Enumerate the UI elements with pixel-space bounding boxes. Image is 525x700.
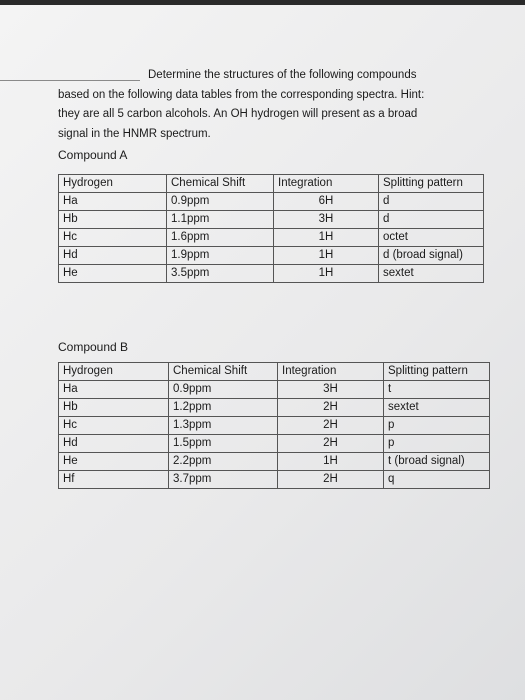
hydrogen-cell: Hc xyxy=(59,229,167,247)
table-row xyxy=(59,193,484,211)
shift-cell: 1.3ppm xyxy=(169,417,278,435)
compound-b-table xyxy=(58,362,490,489)
table-header-row xyxy=(59,175,484,193)
table-row xyxy=(59,417,490,435)
header-splitting-pattern: Splitting pattern xyxy=(384,363,490,381)
table-row xyxy=(59,229,484,247)
integration-cell: 1H xyxy=(274,247,379,265)
table-header-row xyxy=(59,363,490,381)
shift-cell: 3.7ppm xyxy=(169,471,278,489)
table-row xyxy=(59,247,484,265)
hydrogen-cell: Hc xyxy=(59,417,169,435)
header-hydrogen: Hydrogen xyxy=(59,175,167,193)
integration-cell: 6H xyxy=(274,193,379,211)
hydrogen-cell: Hb xyxy=(59,211,167,229)
integration-cell: 1H xyxy=(274,229,379,247)
compound-a-title: Compound A xyxy=(58,148,128,162)
page-top-edge xyxy=(0,0,525,5)
integration-cell: 1H xyxy=(278,453,384,471)
header-integration: Integration xyxy=(278,363,384,381)
splitting-cell: sextet xyxy=(379,265,484,283)
integration-cell: 3H xyxy=(278,381,384,399)
hydrogen-cell: Ha xyxy=(59,193,167,211)
hydrogen-cell: He xyxy=(59,265,167,283)
table-row xyxy=(59,265,484,283)
table-row xyxy=(59,435,490,453)
shift-cell: 1.2ppm xyxy=(169,399,278,417)
shift-cell: 1.1ppm xyxy=(167,211,274,229)
question-line: signal in the HNMR spectrum. xyxy=(58,127,211,140)
splitting-cell: p xyxy=(384,435,490,453)
splitting-cell: t xyxy=(384,381,490,399)
hydrogen-cell: Hf xyxy=(59,471,169,489)
header-chemical-shift: Chemical Shift xyxy=(169,363,278,381)
integration-cell: 2H xyxy=(278,471,384,489)
header-hydrogen: Hydrogen xyxy=(59,363,169,381)
header-chemical-shift: Chemical Shift xyxy=(167,175,274,193)
compound-b-title: Compound B xyxy=(58,340,129,354)
integration-cell: 1H xyxy=(274,265,379,283)
shift-cell: 2.2ppm xyxy=(169,453,278,471)
shift-cell: 1.9ppm xyxy=(167,247,274,265)
hydrogen-cell: Hd xyxy=(59,435,169,453)
splitting-cell: p xyxy=(384,417,490,435)
table-row xyxy=(59,381,490,399)
shift-cell: 3.5ppm xyxy=(167,265,274,283)
shift-cell: 1.5ppm xyxy=(169,435,278,453)
hydrogen-cell: Hb xyxy=(59,399,169,417)
table-row xyxy=(59,453,490,471)
shift-cell: 0.9ppm xyxy=(169,381,278,399)
splitting-cell: d (broad signal) xyxy=(379,247,484,265)
header-integration: Integration xyxy=(274,175,379,193)
integration-cell: 2H xyxy=(278,399,384,417)
splitting-cell: octet xyxy=(379,229,484,247)
integration-cell: 2H xyxy=(278,435,384,453)
splitting-cell: d xyxy=(379,193,484,211)
hydrogen-cell: He xyxy=(59,453,169,471)
shift-cell: 1.6ppm xyxy=(167,229,274,247)
splitting-cell: d xyxy=(379,211,484,229)
splitting-cell: q xyxy=(384,471,490,489)
question-text xyxy=(58,66,498,144)
hydrogen-cell: Ha xyxy=(59,381,169,399)
splitting-cell: sextet xyxy=(384,399,490,417)
question-line: based on the following data tables from the corresponding spectra. Hint: xyxy=(58,88,425,101)
table-row xyxy=(59,211,484,229)
integration-cell: 3H xyxy=(274,211,379,229)
integration-cell: 2H xyxy=(278,417,384,435)
table-row xyxy=(59,471,490,489)
shift-cell: 0.9ppm xyxy=(167,193,274,211)
hydrogen-cell: Hd xyxy=(59,247,167,265)
header-splitting-pattern: Splitting pattern xyxy=(379,175,484,193)
compound-a-table xyxy=(58,174,484,283)
question-line: Determine the structures of the following compounds xyxy=(148,69,417,81)
table-row xyxy=(59,399,490,417)
question-line: they are all 5 carbon alcohols. An OH hydrogen will present as a broad xyxy=(58,108,418,120)
splitting-cell: t (broad signal) xyxy=(384,453,490,471)
